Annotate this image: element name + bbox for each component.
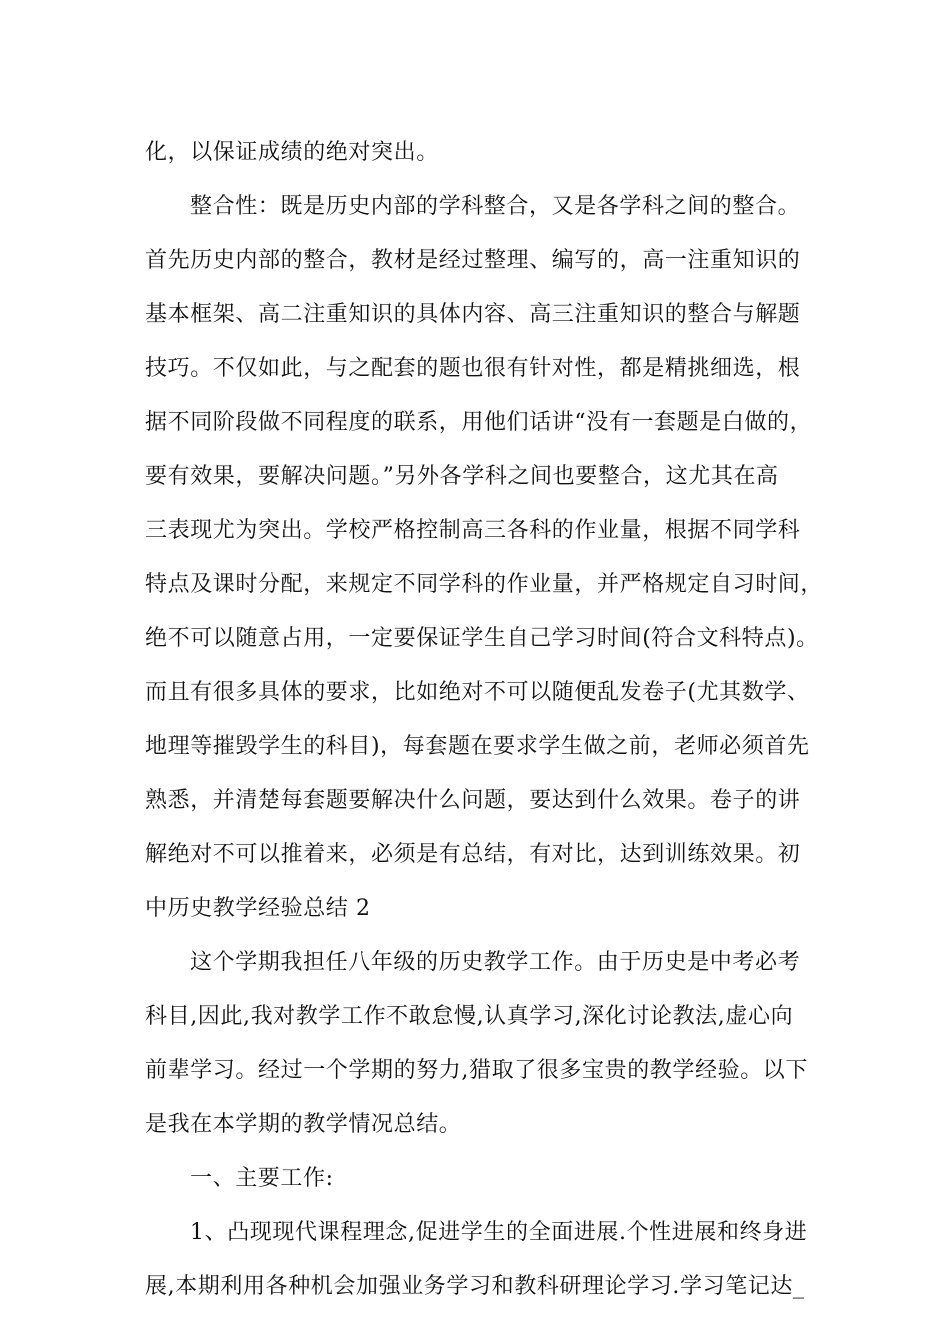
text-line: 1、凸现现代课程理念,促进学生的全面进展.个性进展和终身进 — [190, 1220, 808, 1245]
text-line: 这个学期我担任八年级的历史教学工作。由于历史是中考必考 — [190, 950, 801, 975]
text-line: 展,本期利用各种机会加强业务学习和教科研理论学习.学习笔记达_ — [145, 1274, 805, 1299]
text-line: 首先历史内部的整合，教材是经过整理、编写的，高一注重知识的 — [145, 248, 801, 273]
text-line: 绝不可以随意占用，一定要保证学生自己学习时间(符合文科特点)。 — [145, 626, 819, 651]
heading-main-work: 一、主要工作: — [190, 1166, 334, 1191]
text-line: 要有效果，要解决问题。”另外各学科之间也要整合，这尤其在高 — [145, 464, 779, 489]
document-body — [145, 126, 824, 1314]
text-line: 科目,因此,我对教学工作不敢怠慢,认真学习,深化讨论教法,虚心向 — [145, 1004, 794, 1029]
text-line: 化，以保证成绩的绝对突出。 — [145, 140, 439, 165]
text-line: 基本框架、高二注重知识的具体内容、高三注重知识的整合与解题 — [145, 302, 801, 327]
text-line: 解绝对不可以推着来，必须是有总结，有对比，达到训练效果。初 — [145, 842, 801, 867]
text-line: 而且有很多具体的要求，比如绝对不可以随便乱发卷子(尤其数学、 — [145, 680, 810, 705]
text-line: 熟悉，并清楚每套题要解决什么问题，要达到什么效果。卷子的讲 — [145, 788, 801, 813]
text-line: 整合性：既是历史内部的学科整合，又是各学科之间的整合。 — [190, 194, 801, 219]
text-line: 特点及课时分配，来规定不同学科的作业量，并严格规定自习时间， — [145, 572, 824, 597]
text-line: 据不同阶段做不同程度的联系，用他们话讲“没有一套题是白做的， — [145, 410, 813, 435]
text-line: 三表现尤为突出。学校严格控制高三各科的作业量，根据不同学科 — [145, 518, 801, 543]
text-line: 技巧。不仅如此，与之配套的题也很有针对性，都是精挑细选，根 — [145, 356, 801, 381]
text-line: 是我在本学期的教学情况总结。 — [145, 1112, 462, 1137]
text-line: 前辈学习。经过一个学期的努力,猎取了很多宝贵的教学经验。以下 — [145, 1058, 808, 1083]
text-line: 地理等摧毁学生的科目)，每套题在要求学生做之前，老师必须首先 — [145, 734, 810, 759]
section-title: 中历史教学经验总结 2 — [145, 896, 371, 921]
